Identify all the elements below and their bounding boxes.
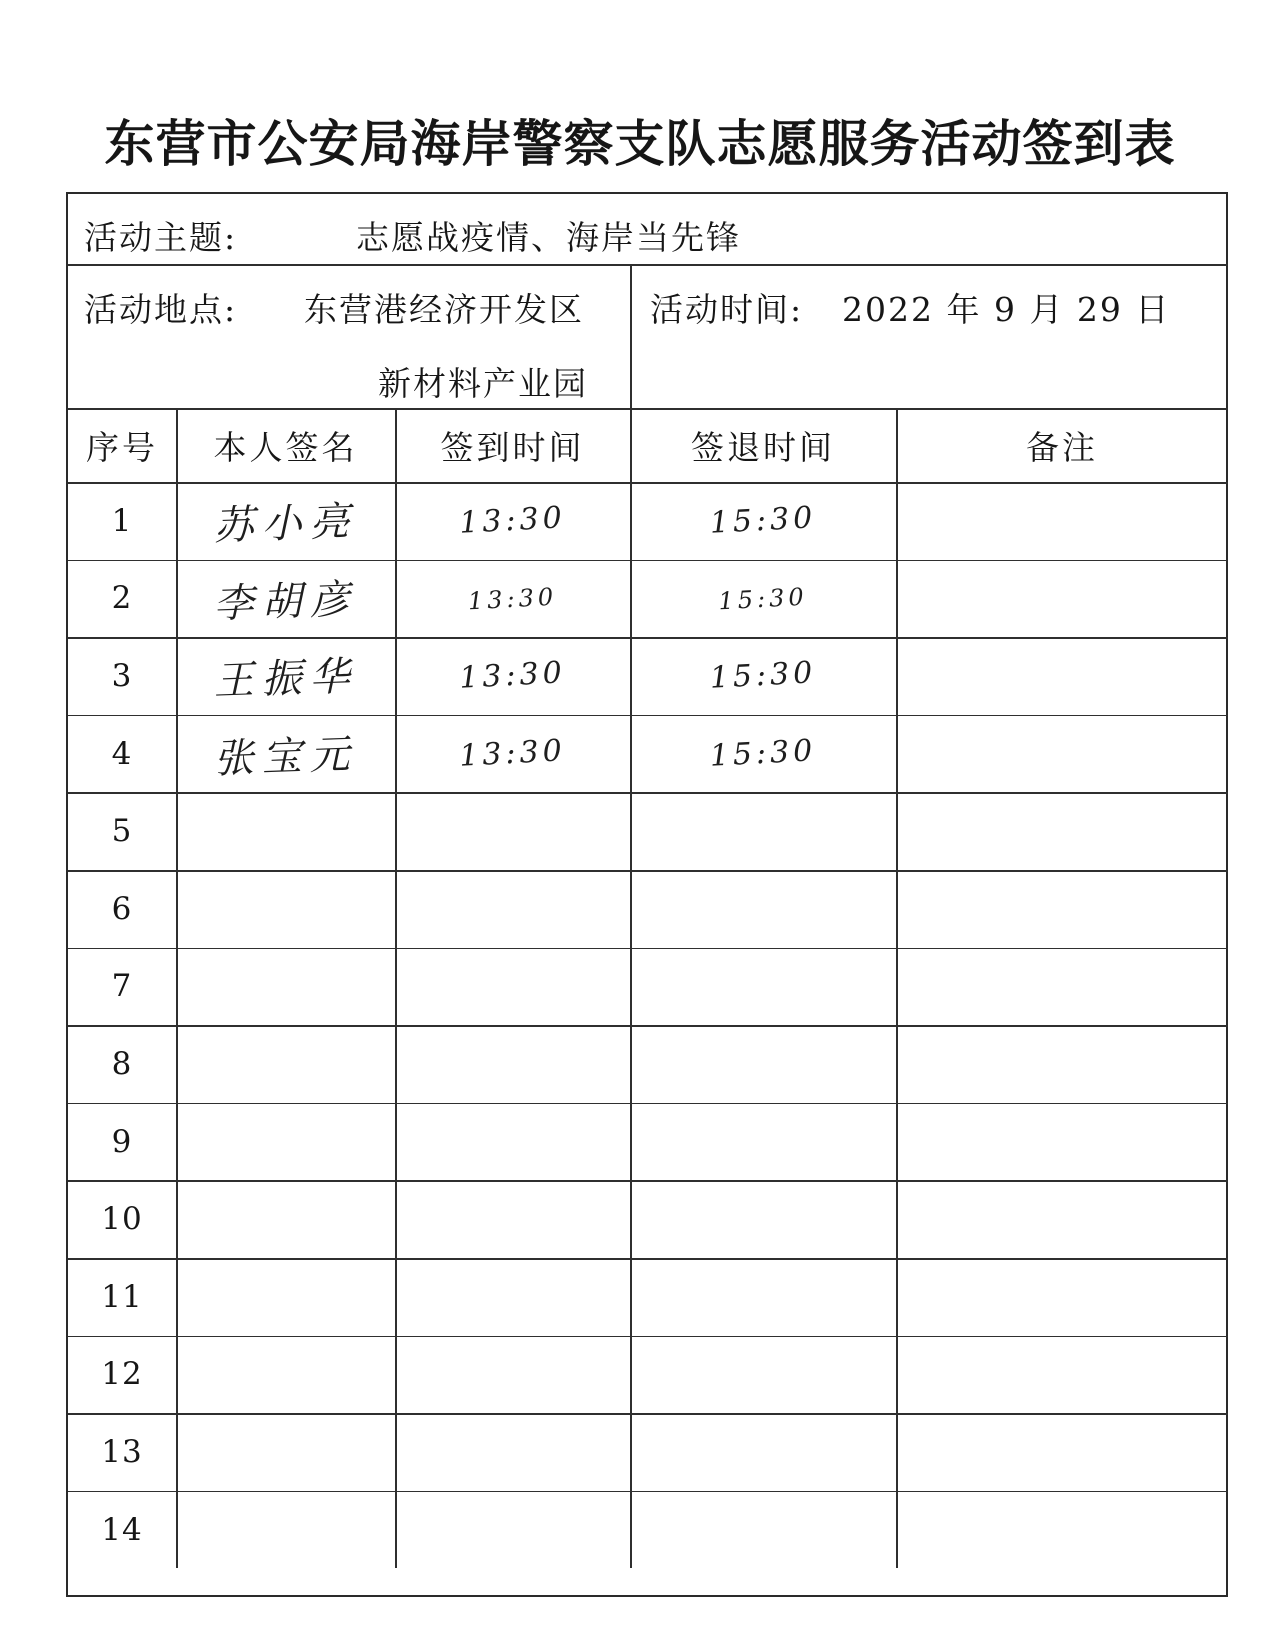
theme-value: 志愿战疫情、海岸当先锋 — [356, 218, 741, 257]
signature — [175, 789, 397, 874]
checkout-time — [628, 1018, 898, 1109]
signature — [175, 1177, 397, 1262]
remarks — [896, 1336, 1228, 1414]
theme-label: 活动主题: — [84, 218, 238, 257]
row-number: 14 — [101, 1511, 143, 1548]
remarks — [896, 482, 1228, 560]
remarks — [896, 1103, 1228, 1181]
checkin-time — [393, 1407, 632, 1497]
row-number: 8 — [111, 1045, 133, 1082]
remarks — [896, 1025, 1228, 1103]
row-number: 1 — [111, 502, 133, 539]
checkin-time — [393, 1252, 632, 1342]
row-number: 2 — [111, 580, 133, 617]
checkin-time — [393, 1174, 632, 1264]
checkout-time — [628, 863, 898, 954]
row-number: 5 — [111, 813, 133, 850]
checkin-time — [393, 864, 632, 954]
remarks — [896, 792, 1228, 870]
checkout-time: 15:30 — [708, 500, 818, 542]
time-label: 活动时间: — [650, 290, 804, 329]
checkin-time: 13:30 — [467, 582, 558, 615]
checkout-time — [628, 1329, 898, 1420]
checkout-time — [628, 1251, 898, 1342]
checkout-time — [628, 941, 898, 1032]
location-value-line1: 东营港经济开发区 — [304, 290, 584, 329]
checkout-time — [628, 1484, 898, 1575]
signature — [175, 944, 397, 1029]
checkout-time — [628, 1406, 898, 1497]
checkout-time — [628, 1096, 898, 1187]
row-number: 7 — [111, 968, 133, 1005]
signature: 苏小亮 — [212, 498, 359, 550]
signature — [175, 1487, 397, 1572]
remarks — [896, 1180, 1228, 1258]
form-title: 东营市公安局海岸警察支队志愿服务活动签到表 — [104, 115, 1176, 173]
remarks — [896, 637, 1228, 715]
signature: 王振华 — [212, 653, 359, 705]
row-number: 3 — [111, 657, 133, 694]
divider-theme — [68, 264, 1228, 266]
row-number: 13 — [101, 1433, 143, 1470]
checkin-time — [393, 1097, 632, 1187]
checkin-time — [393, 941, 632, 1031]
remarks — [896, 948, 1228, 1026]
signature — [175, 1332, 397, 1417]
signature — [175, 1099, 397, 1184]
checkin-time: 13:30 — [458, 500, 567, 542]
row-number: 10 — [101, 1201, 143, 1238]
header-remarks: 备注 — [1026, 427, 1098, 467]
divider-location-time — [630, 264, 632, 408]
remarks — [896, 1413, 1228, 1491]
remarks — [896, 715, 1228, 793]
header-checkout-time: 签退时间 — [691, 427, 835, 467]
signature — [175, 866, 397, 951]
remarks — [896, 1491, 1228, 1569]
checkout-time: 15:30 — [708, 655, 818, 697]
time-value: 2022 年 9 月 29 日 — [842, 290, 1171, 329]
signature: 张宝元 — [212, 731, 359, 783]
row-number: 12 — [101, 1356, 143, 1393]
signature: 李胡彦 — [212, 576, 359, 628]
row-number: 4 — [111, 735, 133, 772]
remarks — [896, 1258, 1228, 1336]
row-number: 6 — [111, 890, 133, 927]
checkin-time — [393, 1329, 632, 1419]
signature — [175, 1254, 397, 1339]
remarks — [896, 560, 1228, 638]
header-signature: 本人签名 — [213, 427, 358, 467]
signature — [175, 1021, 397, 1106]
sign-in-sheet — [66, 192, 1228, 1597]
checkin-time: 13:30 — [458, 655, 567, 697]
signature — [175, 1409, 397, 1494]
row-number: 9 — [111, 1123, 133, 1160]
checkout-time — [628, 785, 898, 876]
checkout-time — [628, 1173, 898, 1264]
remarks — [896, 870, 1228, 948]
header-seq: 序号 — [86, 427, 158, 467]
checkout-time: 15:30 — [708, 733, 818, 774]
row-number: 11 — [101, 1278, 143, 1315]
checkin-time — [393, 1485, 632, 1575]
checkin-time — [393, 786, 632, 876]
checkin-time — [393, 1019, 632, 1109]
location-label: 活动地点: — [84, 290, 238, 329]
location-value-line2: 新材料产业园 — [378, 364, 588, 403]
checkin-time: 13:30 — [458, 733, 567, 774]
checkout-time: 15:30 — [717, 582, 809, 615]
header-checkin-time: 签到时间 — [440, 427, 585, 467]
